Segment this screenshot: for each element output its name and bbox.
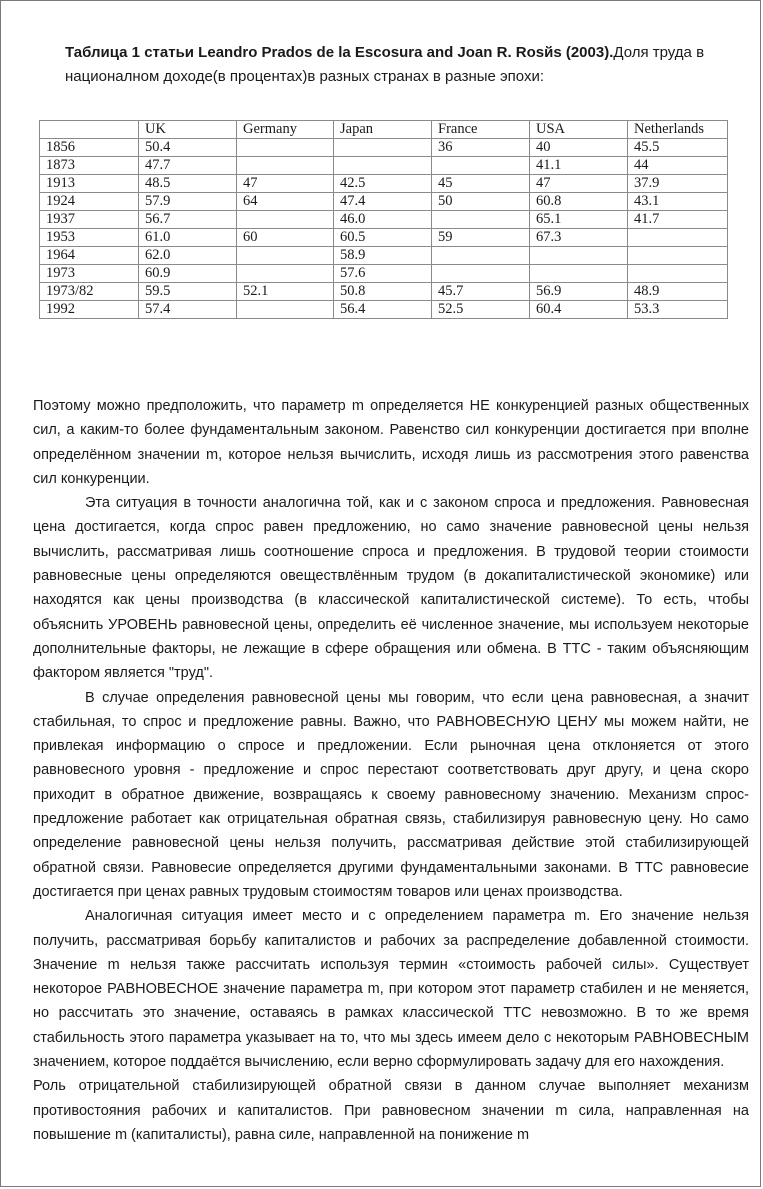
value-cell: 64 xyxy=(237,193,334,211)
value-cell xyxy=(530,247,628,265)
value-cell: 60.5 xyxy=(334,229,432,247)
year-cell: 1973 xyxy=(40,265,139,283)
header-cell xyxy=(40,121,139,139)
paragraph: Эта ситуация в точности аналогична той, как и с законом спроса и предложения. Равновесная цена достигается, когда спрос равен предложению, но само значение равновесной цены нельзя вычислить, рассматривая лишь соотношение спроса и предложения. В трудовой теории стоимости равновесные цены определяются овеществлённым трудом (в докапиталистической экономике) или находятся как цены производства (в классической капиталистической системе). То есть, чтобы объяснить УРОВЕНЬ равновесной цены, определить её численное значение, мы используем некоторые дополнительные факторы, не лежащие в сфере обращения или обмена. В ТТС - таким объясняющим фактором является "труд". xyxy=(33,495,749,682)
value-cell: 50.4 xyxy=(139,139,237,157)
year-cell: 1913 xyxy=(40,175,139,193)
header-cell: Japan xyxy=(334,121,432,139)
table-row xyxy=(40,247,728,265)
table-row xyxy=(40,283,728,301)
header-cell: Germany xyxy=(237,121,334,139)
year-cell: 1873 xyxy=(40,157,139,175)
value-cell xyxy=(334,157,432,175)
value-cell: 37.9 xyxy=(628,175,728,193)
value-cell: 52.5 xyxy=(432,301,530,319)
value-cell: 56.9 xyxy=(530,283,628,301)
paragraph: Роль отрицательной стабилизирующей обратной связи в данном случае выполняет механизм противостояния рабочих и капиталистов. При равновесном значении m сила, направленная на повышение m (капиталисты), равна силе, направленной на понижение m xyxy=(33,1078,749,1143)
value-cell: 60.8 xyxy=(530,193,628,211)
document-title xyxy=(65,41,725,89)
header-cell: UK xyxy=(139,121,237,139)
year-cell: 1953 xyxy=(40,229,139,247)
value-cell xyxy=(530,265,628,283)
value-cell: 52.1 xyxy=(237,283,334,301)
table-row xyxy=(40,265,728,283)
value-cell: 60.4 xyxy=(530,301,628,319)
year-cell: 1924 xyxy=(40,193,139,211)
value-cell xyxy=(432,157,530,175)
value-cell: 60.9 xyxy=(139,265,237,283)
table-header-row xyxy=(40,121,728,139)
value-cell: 50.8 xyxy=(334,283,432,301)
year-cell: 1992 xyxy=(40,301,139,319)
title-bold: Таблица 1 статьи Leandro Prados de la Escosura and Joan R. Rosйs (2003). xyxy=(65,44,614,61)
year-cell: 1973/82 xyxy=(40,283,139,301)
header-cell: USA xyxy=(530,121,628,139)
value-cell: 67.3 xyxy=(530,229,628,247)
value-cell: 47 xyxy=(237,175,334,193)
value-cell: 48.5 xyxy=(139,175,237,193)
value-cell xyxy=(628,229,728,247)
title-rest: Доля труда в националном доходе(в процентах)в разных странах в разные эпохи: xyxy=(65,44,705,85)
header-cell: Netherlands xyxy=(628,121,728,139)
value-cell xyxy=(237,211,334,229)
value-cell: 41.7 xyxy=(628,211,728,229)
value-cell xyxy=(237,301,334,319)
value-cell: 57.6 xyxy=(334,265,432,283)
table-body xyxy=(40,139,728,319)
value-cell: 62.0 xyxy=(139,247,237,265)
year-cell: 1856 xyxy=(40,139,139,157)
table-row xyxy=(40,175,728,193)
header-cell: France xyxy=(432,121,530,139)
value-cell: 43.1 xyxy=(628,193,728,211)
table-row xyxy=(40,193,728,211)
value-cell xyxy=(432,247,530,265)
paragraph: Поэтому можно предположить, что параметр m определяется НЕ конкуренцией разных общественных сил, а каким-то более фундаментальным законом. Равенство сил конкуренции достигается при вполне определённом значении m, которое нельзя вычислить, исходя лишь из рассмотрения этого равенства сил конкуренции. xyxy=(33,398,749,487)
value-cell xyxy=(237,265,334,283)
value-cell: 60 xyxy=(237,229,334,247)
value-cell: 57.4 xyxy=(139,301,237,319)
paragraph: Аналогичная ситуация имеет место и с определением параметра m. Его значение нельзя получить, рассматривая борьбу капиталистов и рабочих за распределение добавленной стоимости. Значение m нельзя также рассчитать используя термин «стоимость рабочей силы». Существует некоторое РАВНОВЕСНОЕ значение параметра m, при котором этот параметр стабилен и не меняется, но рассчитать это значение, оставаясь в рамках классической ТТС невозможно. В то же время стабильность этого параметра указывает на то, что мы здесь имеем дело с некоторым РАВНОВЕСНЫМ значением, которое поддаётся вычислению, если верно сформулировать задачу для его нахождения. xyxy=(33,908,749,1071)
value-cell: 47.7 xyxy=(139,157,237,175)
value-cell: 53.3 xyxy=(628,301,728,319)
value-cell: 58.9 xyxy=(334,247,432,265)
year-cell: 1937 xyxy=(40,211,139,229)
value-cell: 45.7 xyxy=(432,283,530,301)
value-cell xyxy=(432,265,530,283)
paragraph: В случае определения равновесной цены мы говорим, что если цена равновесная, а значит стабильная, то спрос и предложение равны. Важно, что РАВНОВЕСНУЮ ЦЕНУ мы можем найти, не привлекая информацию о спросе и предложении. Если рыночная цена отклоняется от этого равновесного уровня - предложение и спрос перестают соответствовать друг другу, и цена скоро приходит в обратное движение, возвращаясь к своему равновесному значению. Механизм спрос-предложение работает как отрицательная обратная связь, стабилизируя равновесную цену. Но само определение равновесной цены нельзя получить, рассматривая действие этой стабилизирующей обратной связи. Равновесие определяется другими фундаментальными законами. В ТТС равновесие достигается при ценах равных трудовым стоимостям товаров или ценах производства. xyxy=(33,689,749,900)
value-cell xyxy=(628,265,728,283)
value-cell: 61.0 xyxy=(139,229,237,247)
table-row xyxy=(40,229,728,247)
value-cell: 40 xyxy=(530,139,628,157)
value-cell: 46.0 xyxy=(334,211,432,229)
value-cell xyxy=(237,139,334,157)
value-cell: 59 xyxy=(432,229,530,247)
value-cell: 57.9 xyxy=(139,193,237,211)
value-cell xyxy=(237,157,334,175)
labor-share-table xyxy=(39,120,728,319)
value-cell xyxy=(432,211,530,229)
value-cell: 56.7 xyxy=(139,211,237,229)
value-cell: 45.5 xyxy=(628,139,728,157)
value-cell: 65.1 xyxy=(530,211,628,229)
value-cell: 42.5 xyxy=(334,175,432,193)
value-cell: 48.9 xyxy=(628,283,728,301)
value-cell: 56.4 xyxy=(334,301,432,319)
table-row xyxy=(40,211,728,229)
value-cell: 47 xyxy=(530,175,628,193)
year-cell: 1964 xyxy=(40,247,139,265)
body-text xyxy=(33,394,749,1147)
table-row xyxy=(40,139,728,157)
value-cell: 44 xyxy=(628,157,728,175)
table-row xyxy=(40,301,728,319)
value-cell: 59.5 xyxy=(139,283,237,301)
value-cell: 47.4 xyxy=(334,193,432,211)
value-cell: 36 xyxy=(432,139,530,157)
value-cell: 41.1 xyxy=(530,157,628,175)
table-row xyxy=(40,157,728,175)
value-cell xyxy=(237,247,334,265)
value-cell: 45 xyxy=(432,175,530,193)
value-cell: 50 xyxy=(432,193,530,211)
value-cell xyxy=(334,139,432,157)
value-cell xyxy=(628,247,728,265)
